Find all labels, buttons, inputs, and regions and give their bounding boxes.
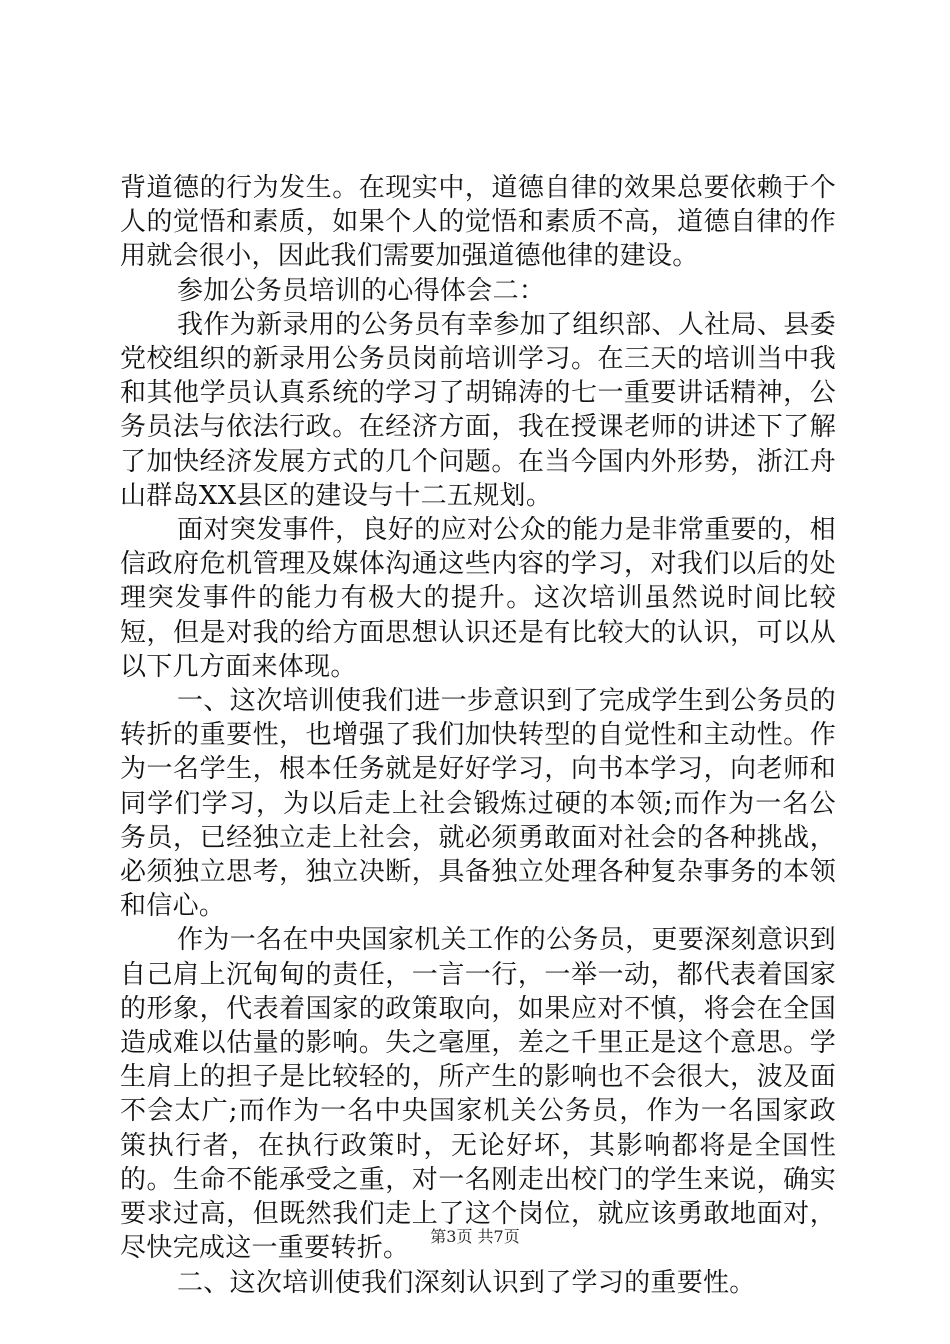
document-body [120,171,836,1300]
paragraph-point-one: 一、这次培训使我们进一步意识到了完成学生到公务员的转折的重要性，也增强了我们加快转型的自觉性和主动性。作为一名学生，根本任务就是好好学习，向书本学习，向老师和同学们学习，为以后走上社会锻炼过硬的本领;而作为一名公务员，已经独立走上社会，就必须勇敢面对社会的各种挑战，必须独立思考，独立决断，具备独立处理各种复杂事务的本领和信心。 [120,686,836,922]
paragraph-continuation: 背道德的行为发生。在现实中，道德自律的效果总要依赖于个人的觉悟和素质，如果个人的觉悟和素质不高，道德自律的作用就会很小，因此我们需要加强道德他律的建设。 [120,173,836,272]
page-number-footer: 第3页 共7页 [430,1227,520,1246]
paragraph-point-two: 二、这次培训使我们深刻认识到了学习的重要性。 [177,1267,756,1298]
paragraph-training-intro: 我作为新录用的公务员有幸参加了组织部、人社局、县委党校组织的新录用公务员岗前培训学习。在三天的培训当中我和其他学员认真系统的学习了胡锦涛的七一重要讲话精神，公务员法与依法行政。在经济方面，我在授课老师的讲述下了解了加快经济发展方式的几个问题。在当今国内外形势，浙江舟山群岛XX县区的建设与十二五规划。 [120,309,836,511]
paragraph-responsibility: 作为一名在中央国家机关工作的公务员，更要深刻意识到自己肩上沉甸甸的责任，一言一行，一举一动，都代表着国家的形象，代表着国家的政策取向，如果应对不慎，将会在全国造成难以估量的影响。失之毫厘，差之千里正是这个意思。学生肩上的担子是比较轻的，所产生的影响也不会很大，波及面不会太广;而作为一名中央国家机关公务员，作为一名国家政策执行者，在执行政策时，无论好坏，其影响都将是全国性的。生命不能承受之重，对一名刚走出校门的学生来说，确实要求过高，但既然我们走上了这个岗位，就应该勇敢地面对，尽快完成这一重要转折。 [120,925,836,1264]
paragraph-emergency-response: 面对突发事件，良好的应对公众的能力是非常重要的，相信政府危机管理及媒体沟通这些内容的学习，对我们以后的处理突发事件的能力有极大的提升。这次培训虽然说时间比较短，但是对我的给方面思想认识还是有比较大的认识，可以从以下几方面来体现。 [120,515,836,682]
section-heading: 参加公务员培训的心得体会二： [177,275,546,306]
